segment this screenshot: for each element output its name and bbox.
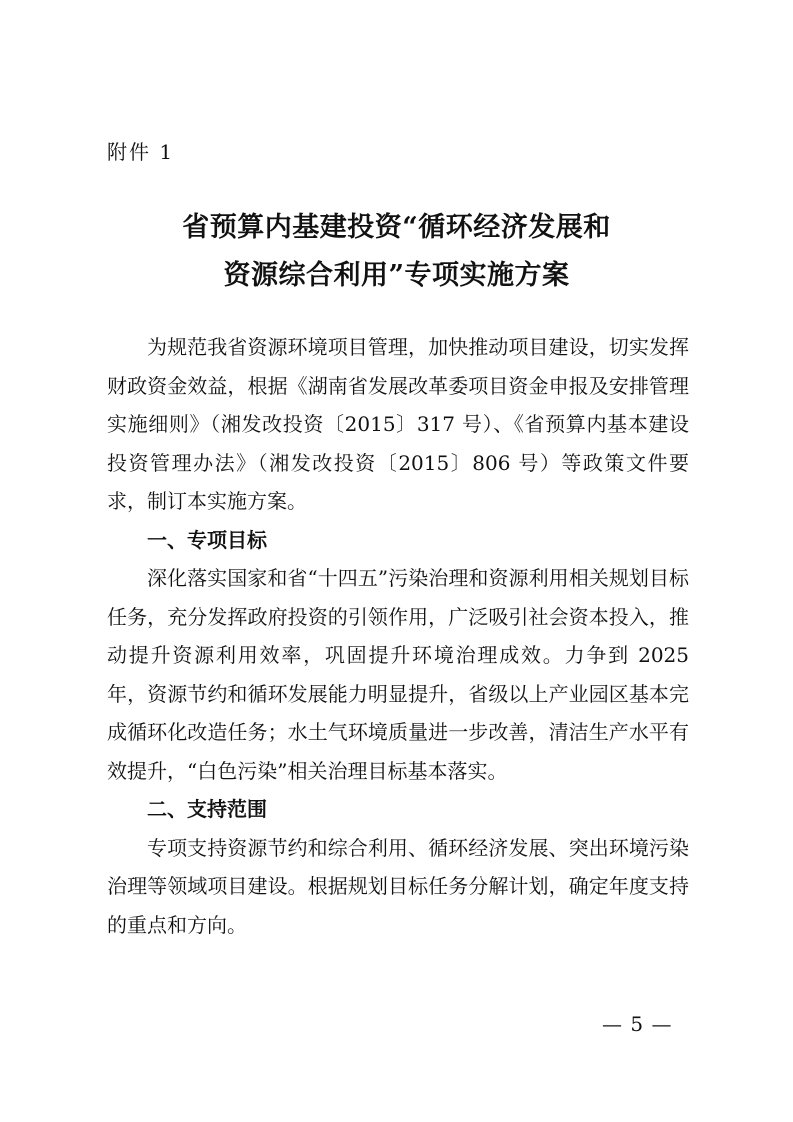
attachment-label: 附件 1 <box>107 140 175 164</box>
title-line-2: 资源综合利用”专项实施方案 <box>223 260 570 291</box>
title-line-1: 省预算内基建投资“循环经济发展和 <box>182 212 611 243</box>
page-number: — 5 — <box>602 1012 673 1036</box>
scope-paragraph: 专项支持资源节约和综合利用、循环经济发展、突出环境污染治理等领域项目建设。根据规划目标任务分解计划，确定年度支持的重点和方向。 <box>107 835 689 937</box>
section-heading-objectives: 一、专项目标 <box>147 527 267 552</box>
document-body <box>107 328 689 944</box>
objectives-paragraph: 深化落实国家和省“十四五”污染治理和资源利用相关规划目标任务，充分发挥政府投资的引领作用，广泛吸引社会资本投入，推动提升资源利用效率，巩固提升环境治理成效。力争到 2025 年，资源节约和循环发展能力明显提升，省级以上产业园区基本完成循环化改造任务；水土气环境质量进一步改善，清洁生产水平有效提升，“白色污染”相关治理目标基本落实。 <box>107 566 689 783</box>
document-title <box>0 204 793 300</box>
section-heading-scope: 二、支持范围 <box>147 797 267 821</box>
intro-paragraph: 为规范我省资源环境项目管理，加快推动项目建设，切实发挥财政资金效益，根据《湖南省发展改革委项目资金申报及安排管理实施细则》（湘发改投资〔2015〕317 号）、《省预算内基本建设投资管理办法》（湘发改投资〔2015〕806 号）等政策文件要求，制订本实施方案。 <box>107 335 689 513</box>
